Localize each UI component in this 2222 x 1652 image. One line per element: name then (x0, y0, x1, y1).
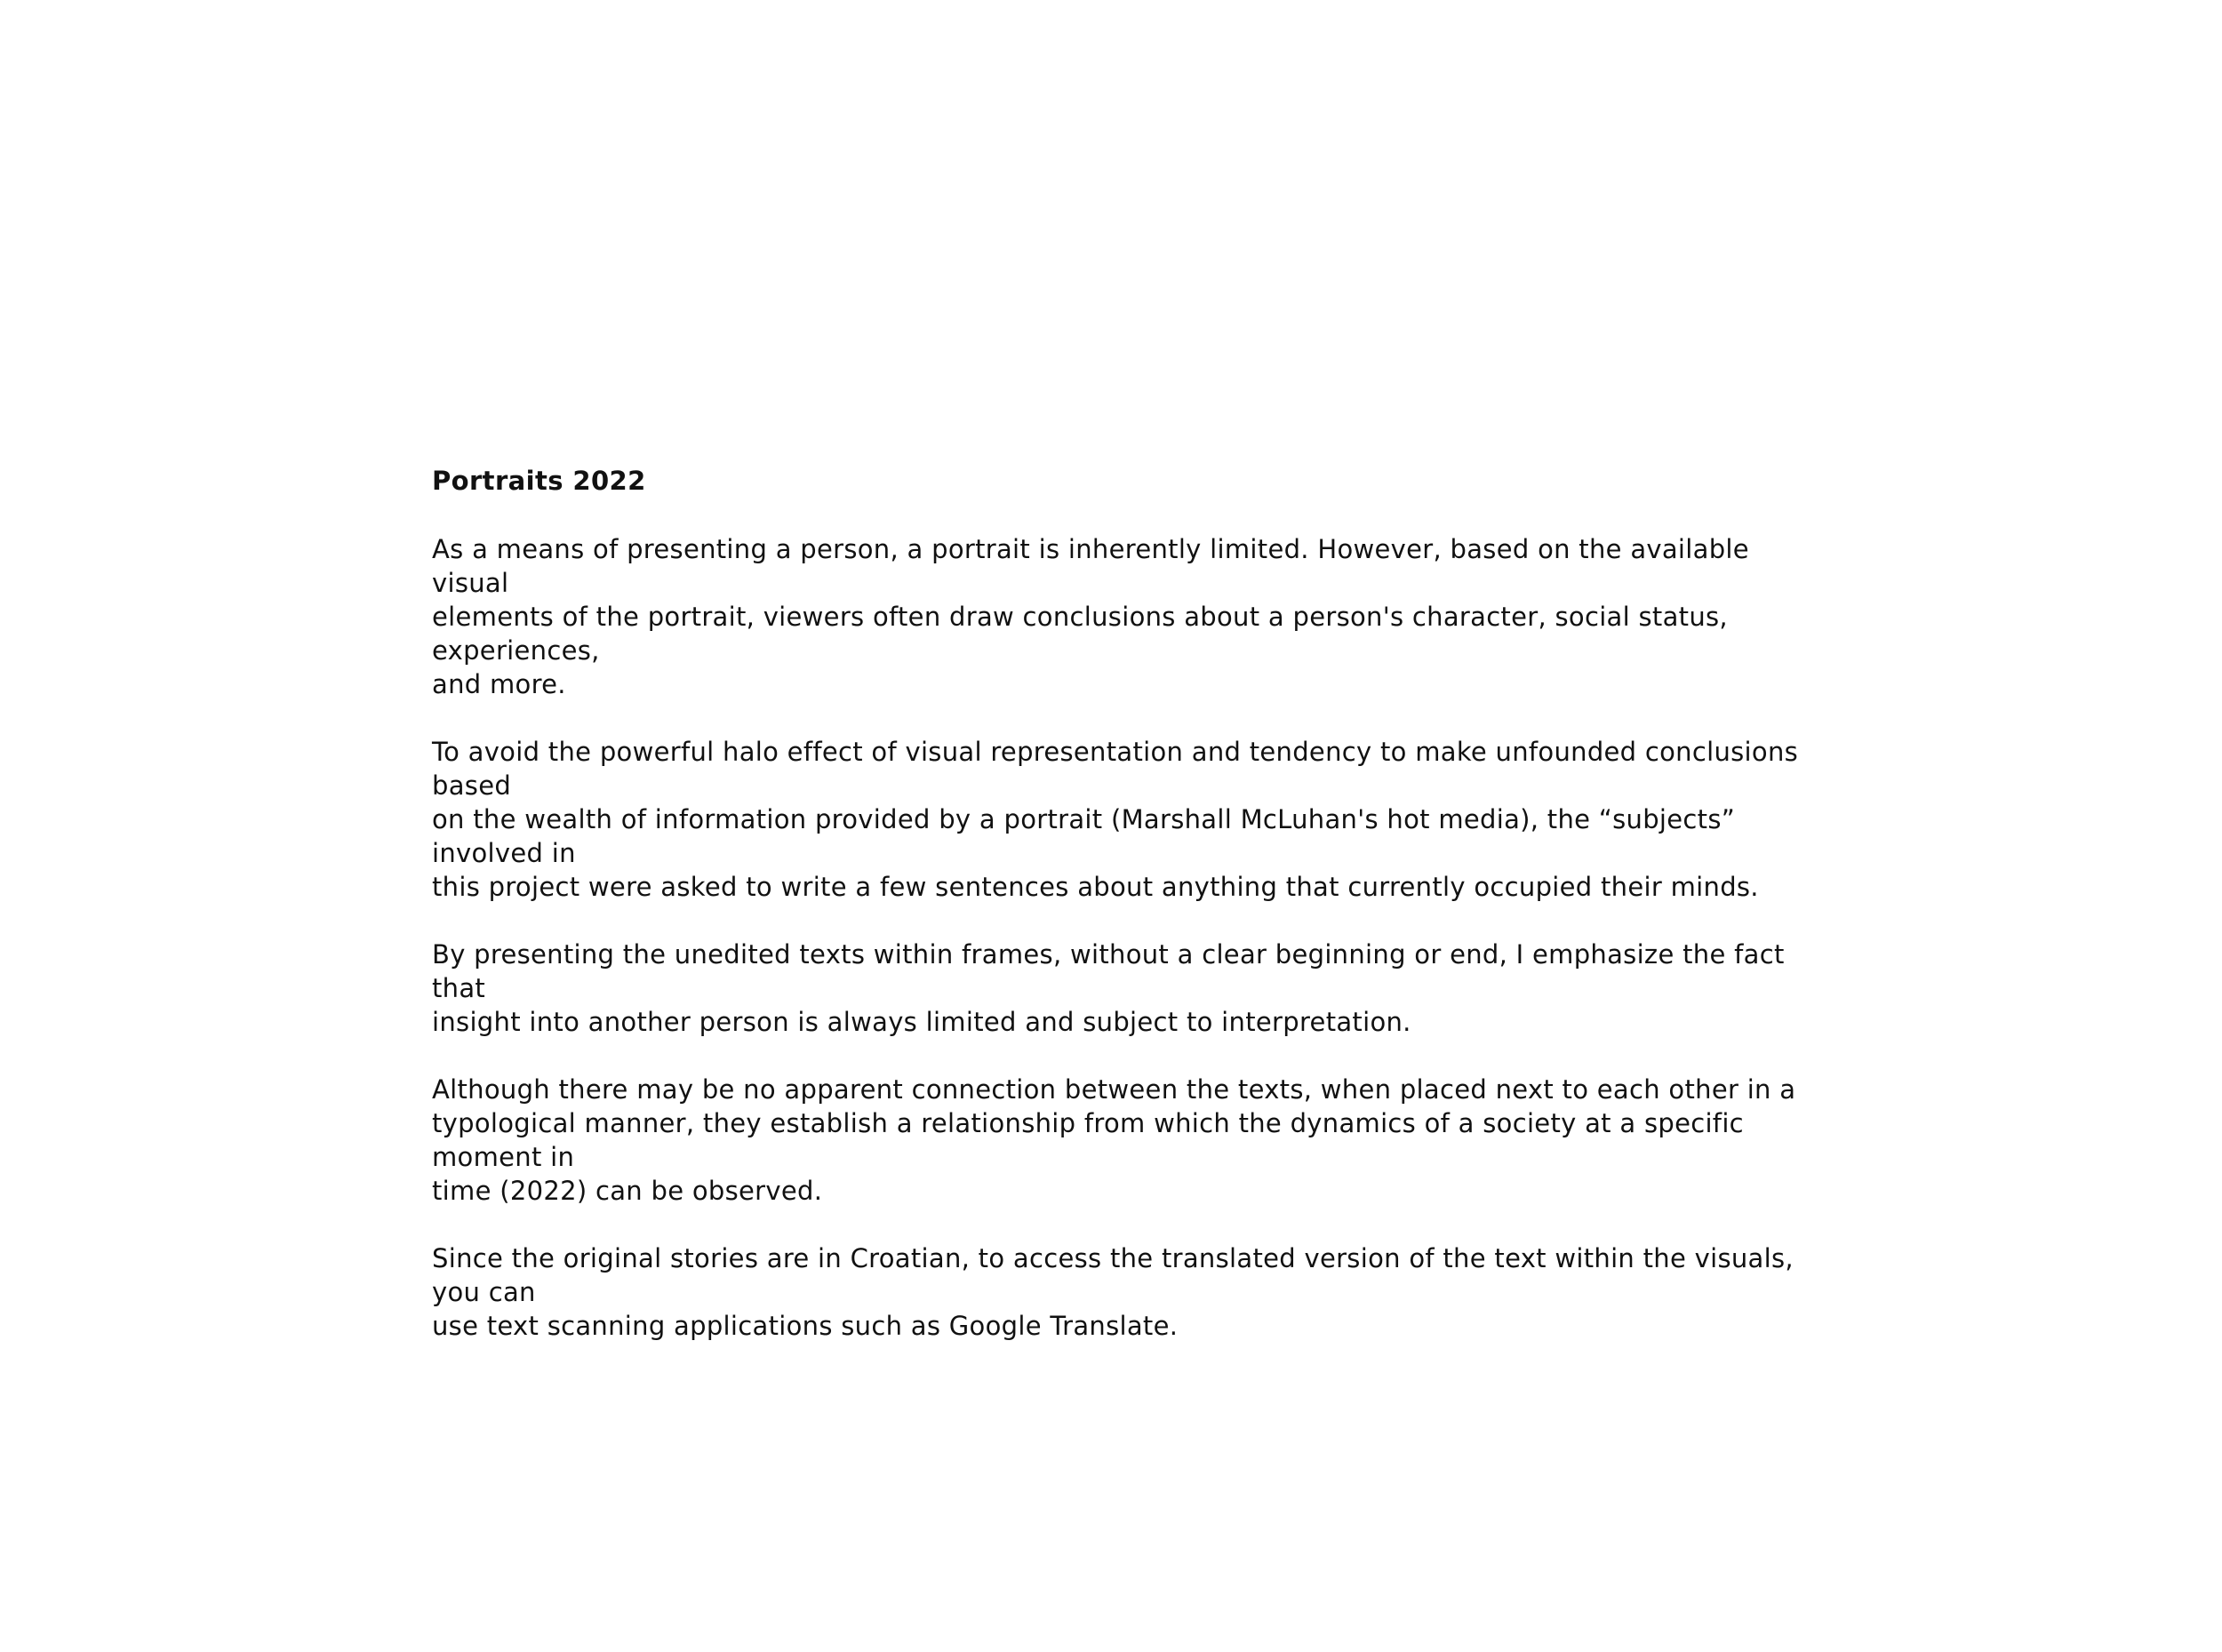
text-line: elements of the portrait, viewers often draw conclusions about a person's character, social status, experiences, (432, 602, 1728, 666)
artist-statement (432, 464, 1818, 1343)
text-line: Although there may be no apparent connection between the texts, when placed next to each other in a (432, 1074, 1796, 1105)
paragraph-portrait-limits (432, 532, 1818, 701)
text-line: and more. (432, 669, 566, 699)
document-title: Portraits 2022 (432, 466, 646, 496)
text-line: By presenting the unedited texts within frames, without a clear beginning or end, I emphasize the fact that (432, 939, 1785, 1003)
text-line: typological manner, they establish a relationship from which the dynamics of a society at a specific moment in (432, 1108, 1744, 1172)
paragraph-halo-effect (432, 735, 1818, 904)
text-line: insight into another person is always limited and subject to interpretation. (432, 1007, 1411, 1037)
text-line: this project were asked to write a few sentences about anything that currently occupied their minds. (432, 872, 1759, 902)
text-line: To avoid the powerful halo effect of visual representation and tendency to make unfounded conclusions based (432, 737, 1799, 801)
text-line: on the wealth of information provided by a portrait (Marshall McLuhan's hot media), the “subjects” involved in (432, 804, 1736, 868)
text-line: As a means of presenting a person, a portrait is inherently limited. However, based on the available visual (432, 534, 1749, 598)
text-line: use text scanning applications such as Google Translate. (432, 1311, 1179, 1341)
text-line: time (2022) can be observed. (432, 1176, 823, 1206)
paragraph-typological-relationship (432, 1073, 1818, 1208)
text-line: Since the original stories are in Croatian, to access the translated version of the text within the visuals, you can (432, 1243, 1794, 1307)
paragraph-unedited-texts (432, 938, 1818, 1039)
paragraph-translation-note (432, 1241, 1818, 1343)
